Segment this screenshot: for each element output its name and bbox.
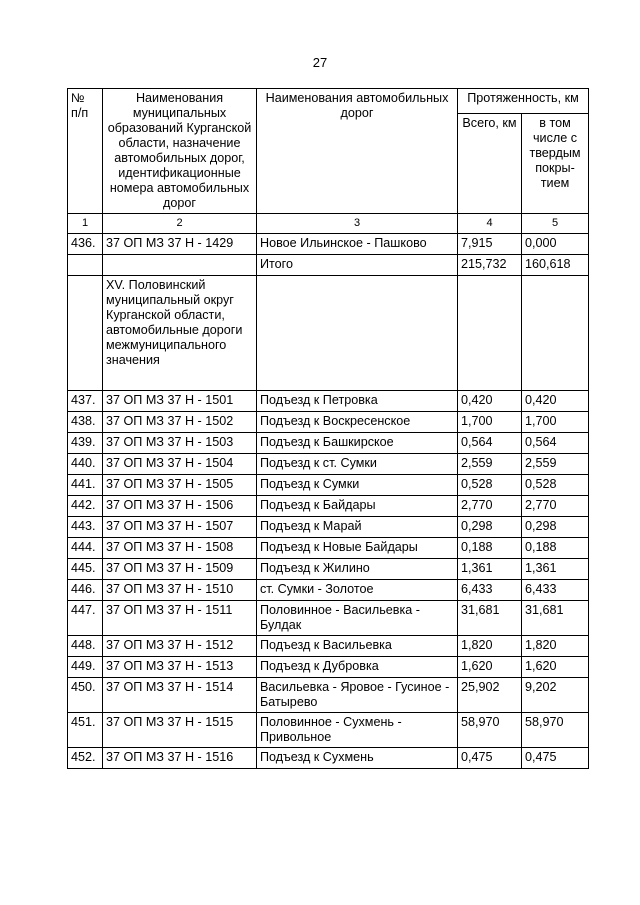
section-title: XV. Половинский муниципальный округ Курганской области, автомобильные дороги межмуниципального значения <box>103 276 257 391</box>
road-id: 37 ОП МЗ 37 Н - 1502 <box>103 412 257 433</box>
row-number: 449. <box>68 657 103 678</box>
length-hard: 0,564 <box>522 433 589 454</box>
road-id: 37 ОП МЗ 37 Н - 1511 <box>103 601 257 636</box>
section-row <box>68 276 589 391</box>
length-total: 1,361 <box>458 559 522 580</box>
row-number: 437. <box>68 391 103 412</box>
road-name: Подъезд к Васильевка <box>257 636 458 657</box>
road-name: Подъезд к Байдары <box>257 496 458 517</box>
row-number: 440. <box>68 454 103 475</box>
length-hard: 2,770 <box>522 496 589 517</box>
table-row <box>68 601 589 636</box>
row-number: 444. <box>68 538 103 559</box>
road-id: 37 ОП МЗ 37 Н - 1429 <box>103 234 257 255</box>
road-id: 37 ОП МЗ 37 Н - 1512 <box>103 636 257 657</box>
road-id: 37 ОП МЗ 37 Н - 1504 <box>103 454 257 475</box>
row-number: 447. <box>68 601 103 636</box>
length-hard: 0,298 <box>522 517 589 538</box>
road-id: 37 ОП МЗ 37 Н - 1509 <box>103 559 257 580</box>
summary-label: Итого <box>257 255 458 276</box>
road-name: Подъезд к Башкирское <box>257 433 458 454</box>
row-number: 448. <box>68 636 103 657</box>
column-number: 1 <box>68 214 103 234</box>
empty-cell <box>522 276 589 391</box>
road-id: 37 ОП МЗ 37 Н - 1510 <box>103 580 257 601</box>
road-name: Подъезд к ст. Сумки <box>257 454 458 475</box>
length-hard: 31,681 <box>522 601 589 636</box>
table-row <box>68 517 589 538</box>
road-name: Подъезд к Воскресенское <box>257 412 458 433</box>
road-name: Подъезд к Новые Байдары <box>257 538 458 559</box>
road-name: Подъезд к Сухмень <box>257 748 458 769</box>
length-total: 1,700 <box>458 412 522 433</box>
row-number: 438. <box>68 412 103 433</box>
empty-cell <box>257 276 458 391</box>
table-row <box>68 538 589 559</box>
road-id: 37 ОП МЗ 37 Н - 1503 <box>103 433 257 454</box>
column-number: 4 <box>458 214 522 234</box>
header-hard-surface: в том числе с твердым покры-тием <box>522 114 589 214</box>
road-name: ст. Сумки - Золотое <box>257 580 458 601</box>
road-id: 37 ОП МЗ 37 Н - 1505 <box>103 475 257 496</box>
empty-cell <box>68 255 103 276</box>
table-row <box>68 657 589 678</box>
summary-hard: 160,618 <box>522 255 589 276</box>
table-row <box>68 580 589 601</box>
length-hard: 9,202 <box>522 678 589 713</box>
length-total: 6,433 <box>458 580 522 601</box>
table-row <box>68 234 589 255</box>
empty-cell <box>103 255 257 276</box>
length-hard: 0,475 <box>522 748 589 769</box>
road-id: 37 ОП МЗ 37 Н - 1513 <box>103 657 257 678</box>
length-hard: 1,361 <box>522 559 589 580</box>
length-hard: 58,970 <box>522 713 589 748</box>
row-number: 451. <box>68 713 103 748</box>
table-row <box>68 559 589 580</box>
length-total: 0,564 <box>458 433 522 454</box>
empty-cell <box>68 276 103 391</box>
table-row <box>68 391 589 412</box>
table-row <box>68 636 589 657</box>
header-number: № п/п <box>68 89 103 214</box>
road-id: 37 ОП МЗ 37 Н - 1516 <box>103 748 257 769</box>
road-id: 37 ОП МЗ 37 Н - 1506 <box>103 496 257 517</box>
roads-table <box>67 88 589 769</box>
length-total: 25,902 <box>458 678 522 713</box>
road-id: 37 ОП МЗ 37 Н - 1508 <box>103 538 257 559</box>
length-total: 0,475 <box>458 748 522 769</box>
table-row <box>68 748 589 769</box>
length-total: 58,970 <box>458 713 522 748</box>
row-number: 439. <box>68 433 103 454</box>
row-number: 436. <box>68 234 103 255</box>
road-name: Подъезд к Сумки <box>257 475 458 496</box>
road-name: Половинное - Васильевка - Булдак <box>257 601 458 636</box>
table-row <box>68 475 589 496</box>
empty-cell <box>458 276 522 391</box>
row-number: 445. <box>68 559 103 580</box>
column-numbers-row <box>68 214 589 234</box>
length-hard: 2,559 <box>522 454 589 475</box>
length-total: 2,770 <box>458 496 522 517</box>
length-total: 0,420 <box>458 391 522 412</box>
road-name: Половинное - Сухмень - Привольное <box>257 713 458 748</box>
row-number: 443. <box>68 517 103 538</box>
column-number: 3 <box>257 214 458 234</box>
road-id: 37 ОП МЗ 37 Н - 1507 <box>103 517 257 538</box>
road-name: Новое Ильинское - Пашково <box>257 234 458 255</box>
summary-row <box>68 255 589 276</box>
column-number: 2 <box>103 214 257 234</box>
table-row <box>68 713 589 748</box>
length-hard: 1,700 <box>522 412 589 433</box>
page-number: 27 <box>312 55 328 70</box>
length-hard: 0,188 <box>522 538 589 559</box>
road-id: 37 ОП МЗ 37 Н - 1514 <box>103 678 257 713</box>
table-row <box>68 433 589 454</box>
length-hard: 1,820 <box>522 636 589 657</box>
header-total: Всего, км <box>458 114 522 214</box>
length-total: 31,681 <box>458 601 522 636</box>
length-total: 2,559 <box>458 454 522 475</box>
road-name: Подъезд к Дубровка <box>257 657 458 678</box>
length-total: 0,298 <box>458 517 522 538</box>
length-total: 1,820 <box>458 636 522 657</box>
column-number: 5 <box>522 214 589 234</box>
road-name: Васильевка - Яровое - Гусиное - Батырево <box>257 678 458 713</box>
length-hard: 0,000 <box>522 234 589 255</box>
header-roads: Наименования автомобильных дорог <box>257 89 458 214</box>
table-row <box>68 496 589 517</box>
road-name: Подъезд к Петровка <box>257 391 458 412</box>
table-row <box>68 454 589 475</box>
road-id: 37 ОП МЗ 37 Н - 1501 <box>103 391 257 412</box>
table-row <box>68 412 589 433</box>
road-id: 37 ОП МЗ 37 Н - 1515 <box>103 713 257 748</box>
row-number: 442. <box>68 496 103 517</box>
road-name: Подъезд к Марай <box>257 517 458 538</box>
length-hard: 1,620 <box>522 657 589 678</box>
length-hard: 6,433 <box>522 580 589 601</box>
length-hard: 0,528 <box>522 475 589 496</box>
road-name: Подъезд к Жилино <box>257 559 458 580</box>
row-number: 446. <box>68 580 103 601</box>
length-total: 1,620 <box>458 657 522 678</box>
length-hard: 0,420 <box>522 391 589 412</box>
row-number: 450. <box>68 678 103 713</box>
row-number: 452. <box>68 748 103 769</box>
length-total: 0,528 <box>458 475 522 496</box>
table-row <box>68 678 589 713</box>
summary-total: 215,732 <box>458 255 522 276</box>
row-number: 441. <box>68 475 103 496</box>
length-total: 0,188 <box>458 538 522 559</box>
header-length: Протяженность, км <box>458 89 589 114</box>
length-total: 7,915 <box>458 234 522 255</box>
table-body <box>68 214 589 769</box>
table-header <box>68 89 589 214</box>
header-municipal: Наименования муниципальных образований Курганской области, назначение автомобильных дорог, идентификационные номера автомобильных дорог <box>103 89 257 214</box>
